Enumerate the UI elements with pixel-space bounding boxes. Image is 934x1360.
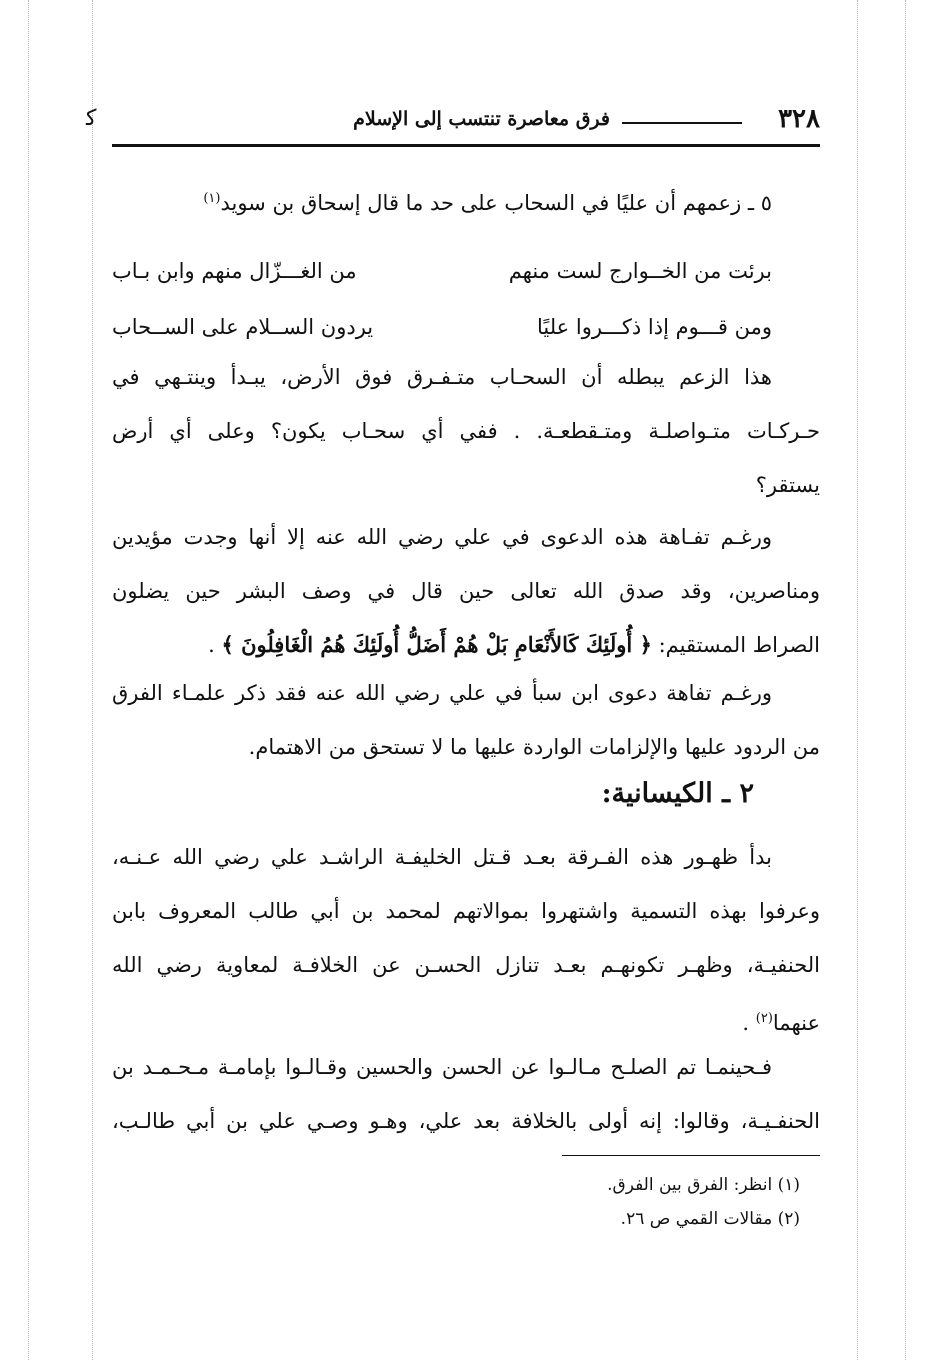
text-line: الحنفيـة، وظهـر تكونهـم بعـد تنازل الحسـن عن الخلافـة لمعاوية رضي الله — [112, 953, 820, 977]
page-header — [86, 102, 820, 142]
text-line: هذا الزعم يبطله أن السحـاب متـفـرق فوق الأرض، يبـدأ وينتـهي في — [112, 365, 772, 389]
verse-2-first-hemistich: ومن قـــوم إذا ذكـــروا عليًا — [536, 315, 772, 339]
footnote-ref-2: (٢) — [755, 1011, 773, 1026]
item-5-text: ٥ ـ زعمهم أن عليًا في السحاب على حد ما قال إسحاق بن سويد — [220, 191, 772, 215]
verse-2-second-hemistich: يردون الســلام على الســحاب — [112, 315, 374, 339]
paragraph-1 — [112, 350, 820, 512]
quran-verse: ﴿ أُولَئِكَ كَالأَنْعَامِ بَلْ هُمْ أَضَلُّ أُولَئِكَ هُمُ الْغَافِلُونَ ﴾ — [221, 632, 652, 657]
scan-artifact-line — [28, 0, 29, 1360]
scan-artifact-line — [905, 0, 906, 1360]
verse-1-first-hemistich: برئت من الخــوارج لست منهم — [508, 259, 772, 283]
corner-mark: ﻛ — [86, 106, 97, 131]
footnote-rule — [562, 1155, 820, 1156]
text-line: من الردود عليها والإلزامات الواردة عليها ما لا تستحق من الاهتمام. — [248, 735, 820, 759]
text-line: ومناصرين، وقد صدق الله تعالى حين قال في وصف البشر حين يضلون — [112, 579, 820, 603]
footnote-ref-1: (١) — [203, 191, 221, 206]
paragraph-3 — [112, 666, 820, 774]
text-line: ورغـم تفاهة دعوى ابن سبأ في علي رضي الله عنه فقد ذكر علمـاء الفرق — [112, 681, 772, 705]
scan-artifact-line — [92, 0, 93, 1360]
text-fragment: عنهما — [772, 1011, 820, 1035]
text-fragment: . — [742, 1011, 750, 1035]
header-dash — [622, 122, 742, 124]
running-title: فرق معاصرة تنتسب إلى الإسلام — [353, 108, 610, 130]
footnote-2: (٢) مقالات القمي ص ٢٦. — [620, 1209, 800, 1229]
poem-verse-2 — [112, 300, 820, 354]
header-rule — [112, 144, 820, 147]
scan-artifact-line — [857, 0, 858, 1360]
text-line: الحنفـيـة، وقالوا: إنه أولى بالخلافة بعد علي، وهـو وصـي علي بن أبي طالـب، — [112, 1109, 820, 1133]
footnotes — [112, 1168, 820, 1236]
footnote-1: (١) انظر: الفرق بين الفرق. — [607, 1175, 800, 1195]
text-line: يستقر؟ — [755, 473, 820, 497]
section-heading: ٢ ـ الكيسانية: — [601, 778, 754, 809]
page-number: ٣٢٨ — [778, 104, 820, 134]
text-fragment: . — [208, 633, 215, 657]
text-line — [112, 618, 820, 672]
text-line: بدأ ظهـور هذه الفـرقة بعـد قـتل الخليفـة الراشـد علي رضي الله عـنـه، — [112, 845, 772, 869]
text-line: وعرفوا بهذه التسمية واشتهروا بموالاتهم لمحمد بن أبي طالب المعروف بابن — [112, 899, 820, 923]
verse-1-second-hemistich: من الغـــزّال منهم وابن بـاب — [112, 259, 357, 283]
paragraph-5 — [112, 1040, 820, 1148]
text-fragment: الصراط المستقيم: — [658, 633, 820, 657]
text-line: حـركـات متـواصلـة ومتـقطعـة. . ففي أي سحـاب يكون؟ وعلى أي أرض — [112, 419, 820, 443]
paragraph-2 — [112, 510, 820, 672]
text-line: ورغـم تفـاهة هذه الدعوى في علي رضي الله عنه إلا أنها وجدت مؤيدين — [112, 525, 772, 549]
text-line: فـحينمـا تم الصلـح مـالـوا عن الحسن والحسين وقـالـوا بإمامـة مـحـمـد بن — [112, 1055, 772, 1079]
paragraph-4 — [112, 830, 820, 1050]
item-5 — [112, 172, 820, 230]
poem-verse-1 — [112, 244, 820, 298]
